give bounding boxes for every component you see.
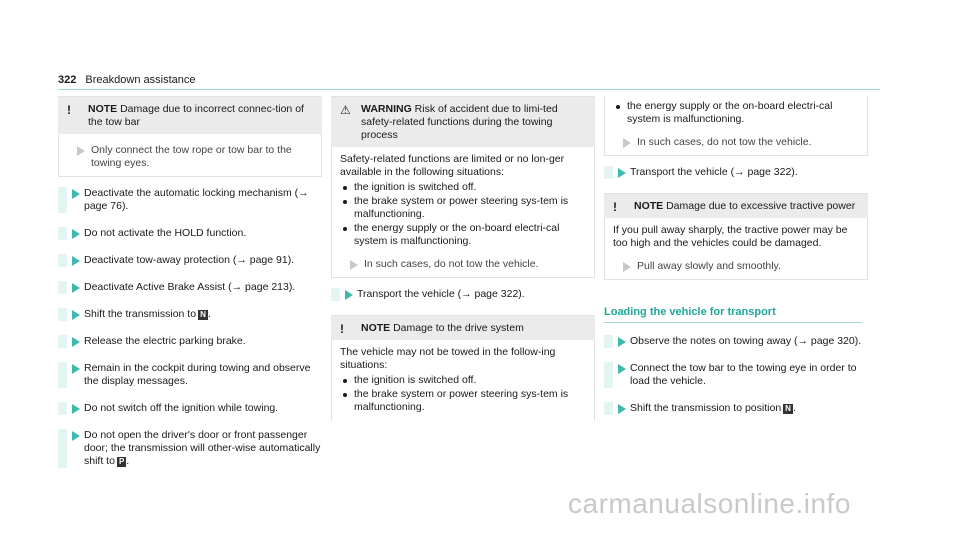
step-item [58,335,322,348]
gear-n-key: N [200,310,206,319]
warning-bullets [340,181,586,248]
step-text: Deactivate tow-away protection (→ page 91). [84,254,295,266]
notice-body [604,218,868,280]
step-item [58,281,322,294]
step-text: Release the electric parking brake. [84,335,246,347]
step-item [58,362,322,388]
notice-icon: ! [67,103,71,117]
warning-header [331,97,595,147]
step-text: Deactivate the automatic locking mechanism (→ page 76). [84,187,309,212]
notice-label: NOTE [634,200,664,212]
arrow-icon [350,260,358,270]
watermark: carmanualsonline.info [568,488,851,519]
warning-label: WARNING [361,103,412,115]
notice-body-text: If you pull away sharply, the tractive power may be too high and the vehicles could be damaged. [613,224,848,249]
step-text: Observe the notes on towing away (→ page 320). [630,335,862,347]
warning-body [331,147,595,278]
arrow-icon [72,404,80,414]
notice-body [58,134,322,177]
step-text: Do not switch off the ignition while towing. [84,402,279,414]
arrow-icon [345,290,353,300]
notice-header [331,316,595,340]
gear-p-key: P [118,457,125,466]
warning-triangle-icon: ⚠ [340,103,351,117]
notice-body [331,340,595,421]
step-text: Transport the vehicle (→ page 322). [357,288,525,300]
arrow-icon [72,256,80,266]
step-text: Connect the tow bar to the towing eye in order to load the vehicle. [630,362,857,387]
column-2 [331,96,595,421]
notice-step-text: Pull away slowly and smoothly. [637,260,781,272]
notice-icon: ! [340,322,344,336]
notice-step [613,260,859,273]
continued-step-text: In such cases, do not tow the vehicle. [637,136,812,148]
notice-text: Damage due to incorrect connec-tion of the tow bar [88,103,304,128]
section-title: Loading the vehicle for transport [604,306,776,318]
continued-step [613,136,859,149]
list-item: the ignition is switched off. [340,374,586,387]
page-title: Breakdown assistance [85,74,196,86]
section-rule [604,322,862,323]
step-text: Deactivate Active Brake Assist (→ page 213). [84,281,296,293]
notice-text: Damage due to excessive tractive power [666,200,856,212]
arrow-icon [72,337,80,347]
arrow-icon [72,364,80,374]
step-text: Shift the transmission to [84,308,197,320]
warning-box [331,96,595,278]
list-item: the brake system or power steering sys-tem is malfunctioning. [340,388,586,414]
notice-label: NOTE [361,322,391,334]
list-item: the energy supply or the on-board electri-cal system is malfunctioning. [613,100,859,126]
gear-n-key: N [785,404,791,413]
step-text: Do not activate the HOLD function. [84,227,247,239]
notice-header [58,97,322,134]
column-3 [604,96,868,429]
arrow-icon [623,262,631,272]
notice-box-tow-bar [58,96,322,177]
column-1 [58,96,322,482]
notice-bullets [340,374,586,414]
continued-bullets [613,100,859,126]
warning-step [340,258,586,271]
step-item [604,166,868,179]
arrow-icon [72,283,80,293]
warning-body-text: Safety-related functions are limited or no lon-ger available in the following situations: [340,153,565,178]
step-item [604,362,868,388]
arrow-icon [72,189,80,199]
arrow-icon [72,310,80,320]
arrow-icon [77,146,85,156]
notice-text: Damage to the drive system [393,322,524,334]
step-item [58,227,322,240]
notice-step-text: Only connect the tow rope or tow bar to the towing eyes. [91,144,292,169]
step-item [58,254,322,267]
step-item [58,402,322,415]
notice-box-drive-system [331,315,595,421]
step-text: Remain in the cockpit during towing and observe the display messages. [84,362,311,387]
arrow-icon [618,364,626,374]
arrow-icon [72,229,80,239]
list-item: the ignition is switched off. [340,181,586,194]
warning-step-text: In such cases, do not tow the vehicle. [364,258,539,270]
arrow-icon [623,138,631,148]
notice-box-tractive-power [604,193,868,280]
warning-text: Risk of accident due to limi-ted safety-related functions during the towing process [361,103,558,141]
arrow-icon [618,404,626,414]
notice-label: NOTE [88,103,118,115]
notice-header [604,194,868,218]
notice-body-text: The vehicle may not be towed in the follow-ing situations: [340,346,556,371]
page-header [58,74,195,87]
step-text: Do not open the driver's door or front passenger door; the transmission will other-wise automatically shift to [84,429,321,467]
notice-step [67,144,313,170]
arrow-icon [72,431,80,441]
notice-continuation [604,96,868,156]
page-number: 322 [58,74,77,86]
step-text: Shift the transmission to position [630,402,782,414]
step-item: Do not open the driver's door or front passenger door; the transmission will other-wise automatically shift to P . [58,429,322,468]
step-item [58,187,322,213]
list-item: the energy supply or the on-board electri-cal system is malfunctioning. [340,222,586,248]
list-item: the brake system or power steering sys-tem is malfunctioning. [340,195,586,221]
arrow-icon [618,337,626,347]
step-item [604,335,868,348]
header-rule [58,89,880,90]
step-text: Transport the vehicle (→ page 322). [630,166,798,178]
step-item [331,288,595,301]
notice-icon: ! [613,200,617,214]
arrow-icon [618,168,626,178]
step-item: Shift the transmission to N . [58,308,322,321]
step-item: Shift the transmission to position N . [604,402,868,415]
